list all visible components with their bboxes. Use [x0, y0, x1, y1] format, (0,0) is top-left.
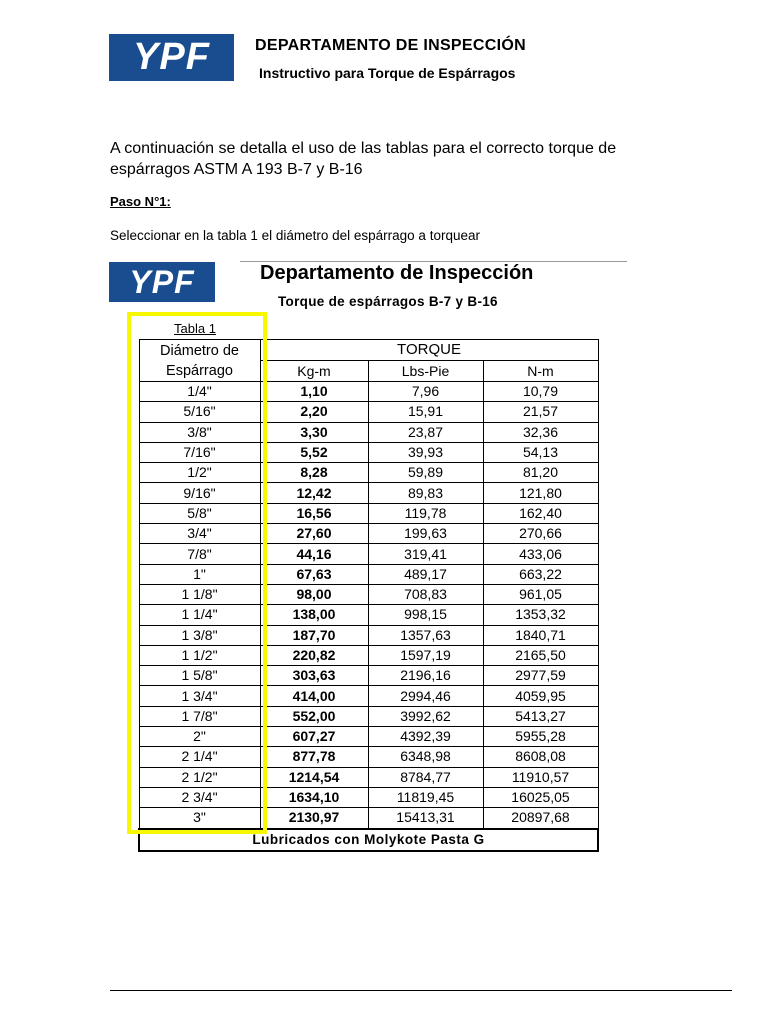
kgm-cell: 8,28 [260, 463, 368, 483]
diameter-cell: 2" [139, 727, 260, 747]
nm-cell: 663,22 [483, 564, 598, 584]
department-title: DEPARTAMENTO DE INSPECCIÓN [255, 37, 526, 54]
kgm-cell: 220,82 [260, 645, 368, 665]
diameter-cell: 1 5/8" [139, 666, 260, 686]
kgm-cell: 3,30 [260, 422, 368, 442]
nm-cell: 270,66 [483, 524, 598, 544]
nm-cell: 81,20 [483, 463, 598, 483]
diameter-cell: 1 1/8" [139, 584, 260, 604]
table-subtitle: Torque de espárragos B-7 y B-16 [278, 294, 498, 309]
lbs-cell: 15413,31 [368, 808, 483, 829]
lbs-cell: 15,91 [368, 402, 483, 422]
nm-cell: 16025,05 [483, 787, 598, 807]
lbs-cell: 3992,62 [368, 706, 483, 726]
kgm-cell: 877,78 [260, 747, 368, 767]
document-subtitle: Instructivo para Torque de Espárragos [259, 65, 516, 81]
lbs-cell: 1597,19 [368, 645, 483, 665]
lbs-cell: 4392,39 [368, 727, 483, 747]
kgm-cell: 98,00 [260, 584, 368, 604]
nm-cell: 121,80 [483, 483, 598, 503]
kgm-cell: 27,60 [260, 524, 368, 544]
lbs-cell: 489,17 [368, 564, 483, 584]
nm-cell: 2977,59 [483, 666, 598, 686]
diameter-cell: 1 7/8" [139, 706, 260, 726]
lbs-header: Lbs-Pie [368, 361, 483, 382]
nm-cell: 20897,68 [483, 808, 598, 829]
lbs-cell: 2994,46 [368, 686, 483, 706]
lbs-cell: 2196,16 [368, 666, 483, 686]
lbs-cell: 199,63 [368, 524, 483, 544]
nm-cell: 2165,50 [483, 645, 598, 665]
table-ypf-logo: YPF [109, 262, 215, 302]
lbs-cell: 8784,77 [368, 767, 483, 787]
kgm-cell: 552,00 [260, 706, 368, 726]
page-bottom-rule [110, 990, 732, 991]
nm-cell: 162,40 [483, 503, 598, 523]
kgm-cell: 1214,54 [260, 767, 368, 787]
nm-cell: 4059,95 [483, 686, 598, 706]
nm-cell: 433,06 [483, 544, 598, 564]
kgm-cell: 2130,97 [260, 808, 368, 829]
lbs-cell: 59,89 [368, 463, 483, 483]
diameter-cell: 1 1/4" [139, 605, 260, 625]
kgm-cell: 44,16 [260, 544, 368, 564]
kgm-cell: 414,00 [260, 686, 368, 706]
lbs-cell: 6348,98 [368, 747, 483, 767]
table-footer: Lubricados con Molykote Pasta G [139, 829, 598, 851]
kgm-cell: 67,63 [260, 564, 368, 584]
nm-cell: 54,13 [483, 442, 598, 462]
diameter-cell: 3/4" [139, 524, 260, 544]
lbs-cell: 998,15 [368, 605, 483, 625]
table-department-title: Departamento de Inspección [260, 262, 534, 284]
kgm-cell: 5,52 [260, 442, 368, 462]
nm-cell: 11910,57 [483, 767, 598, 787]
nm-header: N-m [483, 361, 598, 382]
diameter-cell: 3/8" [139, 422, 260, 442]
nm-cell: 1840,71 [483, 625, 598, 645]
diameter-cell: 1/2" [139, 463, 260, 483]
diameter-cell: 7/8" [139, 544, 260, 564]
lbs-cell: 11819,45 [368, 787, 483, 807]
nm-cell: 5413,27 [483, 706, 598, 726]
nm-cell: 5955,28 [483, 727, 598, 747]
kgm-cell: 16,56 [260, 503, 368, 523]
lbs-cell: 119,78 [368, 503, 483, 523]
kgm-cell: 1634,10 [260, 787, 368, 807]
diameter-cell: 1 3/8" [139, 625, 260, 645]
kgm-cell: 1,10 [260, 382, 368, 402]
diameter-cell: 2 3/4" [139, 787, 260, 807]
kgm-cell: 138,00 [260, 605, 368, 625]
kgm-cell: 2,20 [260, 402, 368, 422]
kgm-header: Kg-m [260, 361, 368, 382]
lbs-cell: 23,87 [368, 422, 483, 442]
ypf-logo: YPF [109, 34, 234, 81]
diameter-cell: 1" [139, 564, 260, 584]
nm-cell: 32,36 [483, 422, 598, 442]
diameter-cell: 9/16" [139, 483, 260, 503]
step-instruction: Seleccionar en la tabla 1 el diámetro del espárrago a torquear [110, 228, 480, 243]
nm-cell: 21,57 [483, 402, 598, 422]
lbs-cell: 319,41 [368, 544, 483, 564]
torque-header: TORQUE [260, 340, 598, 361]
diameter-cell: 3" [139, 808, 260, 829]
nm-cell: 10,79 [483, 382, 598, 402]
diameter-cell: 1 1/2" [139, 645, 260, 665]
lbs-cell: 39,93 [368, 442, 483, 462]
diameter-cell: 2 1/2" [139, 767, 260, 787]
kgm-cell: 12,42 [260, 483, 368, 503]
lbs-cell: 708,83 [368, 584, 483, 604]
diameter-header-line2: Espárrago [166, 362, 233, 379]
diameter-cell: 5/8" [139, 503, 260, 523]
diameter-cell: 1/4" [139, 382, 260, 402]
step-label: Paso N°1: [110, 194, 171, 209]
kgm-cell: 303,63 [260, 666, 368, 686]
diameter-cell: 5/16" [139, 402, 260, 422]
diameter-header-line1: Diámetro de [160, 342, 239, 359]
diameter-cell: 2 1/4" [139, 747, 260, 767]
kgm-cell: 607,27 [260, 727, 368, 747]
kgm-cell: 187,70 [260, 625, 368, 645]
intro-paragraph: A continuación se detalla el uso de las tablas para el correcto torque de espárragos ASTM A 193 B-7 y B-16 [110, 140, 617, 178]
nm-cell: 961,05 [483, 584, 598, 604]
nm-cell: 8608,08 [483, 747, 598, 767]
table-label: Tabla 1 [174, 321, 216, 336]
diameter-cell: 7/16" [139, 442, 260, 462]
lbs-cell: 1357,63 [368, 625, 483, 645]
diameter-cell: 1 3/4" [139, 686, 260, 706]
nm-cell: 1353,32 [483, 605, 598, 625]
diameter-column-highlight [127, 312, 267, 834]
lbs-cell: 89,83 [368, 483, 483, 503]
lbs-cell: 7,96 [368, 382, 483, 402]
